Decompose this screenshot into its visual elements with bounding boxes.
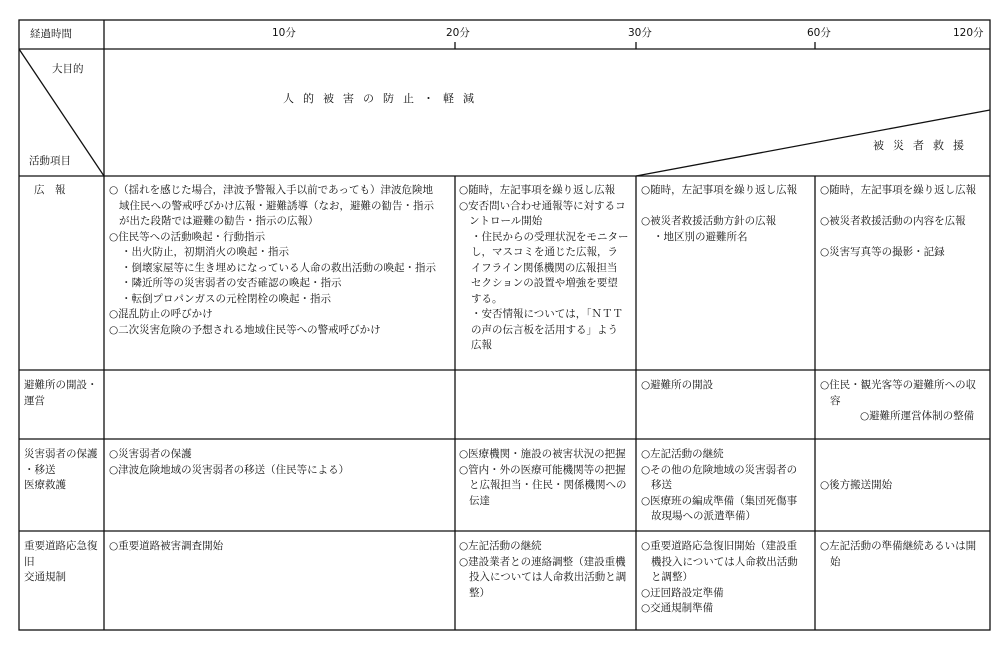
cell-line: 広報	[471, 339, 492, 351]
table-cell	[820, 378, 976, 425]
cell-line: 域住民への警戒呼びかけ広報・避難誘導（なお，避難の勧告・指示	[119, 199, 434, 212]
cell-line: する。	[471, 292, 503, 305]
tick-label-30: 30分	[628, 27, 652, 39]
cell-line: ○随時，左記事項を繰り返し広報	[459, 184, 616, 196]
table-cell	[641, 378, 713, 394]
major-purpose-label: 大目的	[52, 63, 84, 75]
cell-line: イフライン関係機関の広報担当	[471, 261, 618, 274]
cell-line	[820, 230, 976, 246]
cell-line: 始	[830, 555, 841, 568]
cell-line: ・安否情報については，「ＮＴＴ	[471, 308, 624, 320]
cell-line: ○随時，左記事項を繰り返し広報	[820, 184, 977, 196]
cell-line: ○重要道路被害調査開始	[109, 540, 224, 552]
cell-line: セクションの設置や増強を要望	[471, 277, 618, 289]
cell-line: ・出火防止，初期消火の喚起・指示	[121, 246, 289, 258]
cell-line: ○混乱防止の呼びかけ	[109, 308, 213, 320]
table-cell	[820, 539, 976, 570]
cell-line: ○左記活動の継続	[459, 540, 542, 552]
cell-line: ○随時，左記事項を繰り返し広報	[641, 184, 798, 196]
table-cell	[459, 183, 629, 354]
cell-line: ○安否問い合わせ通報等に対するコ	[459, 199, 626, 212]
cell-line: と調整）	[651, 571, 693, 583]
cell-line: の声の伝言板を活用する」よう	[471, 323, 618, 336]
elapsed-time-header: 経過時間	[30, 28, 72, 40]
row-label-line: ・移送	[24, 463, 56, 476]
row-label-line: 重要道路応急復	[24, 540, 98, 552]
cell-line: ・転倒プロパンガスの元栓閉栓の喚起・指示	[121, 292, 331, 305]
row-label	[24, 447, 98, 494]
cell-line: 機投入については人命救出活動	[651, 555, 798, 568]
row-label-line: 災害弱者の保護	[24, 448, 98, 460]
cell-line: ○津波危険地域の災害弱者の移送（住民等による）	[109, 463, 350, 476]
cell-line: 容	[830, 394, 841, 407]
table-cell	[109, 447, 349, 478]
row-label-line: 運営	[24, 394, 45, 407]
cell-line: 整）	[469, 586, 490, 599]
cell-line: 伝達	[469, 494, 490, 507]
cell-line: ・隣近所等の災害弱者の安否確認の喚起・指示	[121, 277, 342, 289]
table-cell	[641, 539, 798, 617]
cell-line: 投入については人命救出活動と調	[469, 571, 627, 583]
table-cell	[820, 183, 976, 261]
cell-line: ○後方搬送開始	[820, 479, 893, 491]
cell-line: と広報担当・住民・関係機関への	[469, 479, 627, 491]
table-cell	[109, 539, 223, 555]
cell-line	[820, 463, 892, 479]
cell-line: ○災害写真等の撮影・記録	[820, 246, 945, 258]
table-cell	[820, 447, 892, 494]
cell-line: ○（揺れを感じた場合，津波予警報入手以前であっても）津波危険地	[109, 184, 434, 196]
row-label	[24, 378, 98, 409]
cell-line: 移送	[651, 479, 672, 491]
table-cell	[109, 183, 436, 338]
tick-label-20: 20分	[446, 27, 470, 39]
cell-line: ○建設業者との連絡調整（建設重機	[459, 555, 626, 568]
cell-line	[820, 447, 892, 463]
cell-line: 故現場への派遣準備）	[651, 510, 756, 522]
table-cell	[459, 539, 626, 601]
cell-line: ○被災者救援活動方針の広報	[641, 215, 777, 227]
cell-line	[641, 199, 797, 215]
cell-line: ○重要道路応急復旧開始（建設重	[641, 540, 798, 552]
cell-line: ○医療機関・施設の被害状況の把握	[459, 448, 626, 460]
cell-line: ○避難所運営体制の整備	[860, 410, 975, 422]
cell-line: ○管内・外の医療可能機関等の把握	[459, 463, 626, 476]
cell-line: ・地区別の避難所名	[653, 230, 748, 243]
row-label-line: 旧	[24, 555, 35, 568]
row-label-line: 医療救護	[24, 479, 66, 491]
table-cell	[641, 447, 797, 525]
activity-items-label: 活動項目	[29, 155, 71, 167]
table-cell	[459, 447, 627, 509]
cell-line: ○左記活動の継続	[641, 448, 724, 460]
goal-main: 人的被害の防止・軽減	[283, 92, 483, 105]
cell-line: が出た段階では避難の勧告・指示の広報）	[119, 215, 319, 227]
cell-line: ○左記活動の準備継続あるいは開	[820, 540, 977, 552]
row-label-line: 避難所の開設・	[24, 379, 98, 391]
cell-line: ○迂回路設定準備	[641, 586, 724, 599]
cell-line: ントロール開始	[469, 215, 543, 227]
cell-line: し，マスコミを通じた広報，ラ	[471, 246, 618, 258]
cell-line: ○被災者救援活動の内容を広報	[820, 215, 966, 227]
cell-line: ○二次災害危険の予想される地域住民等への警戒呼びかけ	[109, 323, 381, 336]
tick-label-10: 10分	[272, 27, 296, 39]
cell-line: ・住民からの受理状況をモニター	[471, 230, 629, 243]
cell-line: ○その他の危険地域の災害弱者の	[641, 463, 798, 476]
cell-line	[820, 199, 976, 215]
goal-rescue: 被災者救援	[873, 139, 973, 152]
cell-line: ○住民等への活動喚起・行動指示	[109, 230, 266, 243]
table-cell	[641, 183, 797, 245]
cell-line: ○交通規制準備	[641, 602, 714, 614]
tick-label-120: 120分	[953, 27, 984, 39]
row-label	[24, 183, 66, 199]
cell-line: ○災害弱者の保護	[109, 448, 192, 460]
tick-label-60: 60分	[807, 27, 831, 39]
cell-line: ○避難所の開設	[641, 379, 714, 391]
cell-line: ○住民・観光客等の避難所への収	[820, 379, 977, 391]
row-label-line: 交通規制	[24, 571, 66, 583]
cell-line: ○医療班の編成準備（集団死傷事	[641, 494, 798, 507]
cell-line: ・倒壊家屋等に生き埋めになっている人命の救出活動の喚起・指示	[121, 261, 436, 274]
row-label	[24, 539, 98, 586]
row-label-line: 広 報	[34, 184, 66, 196]
